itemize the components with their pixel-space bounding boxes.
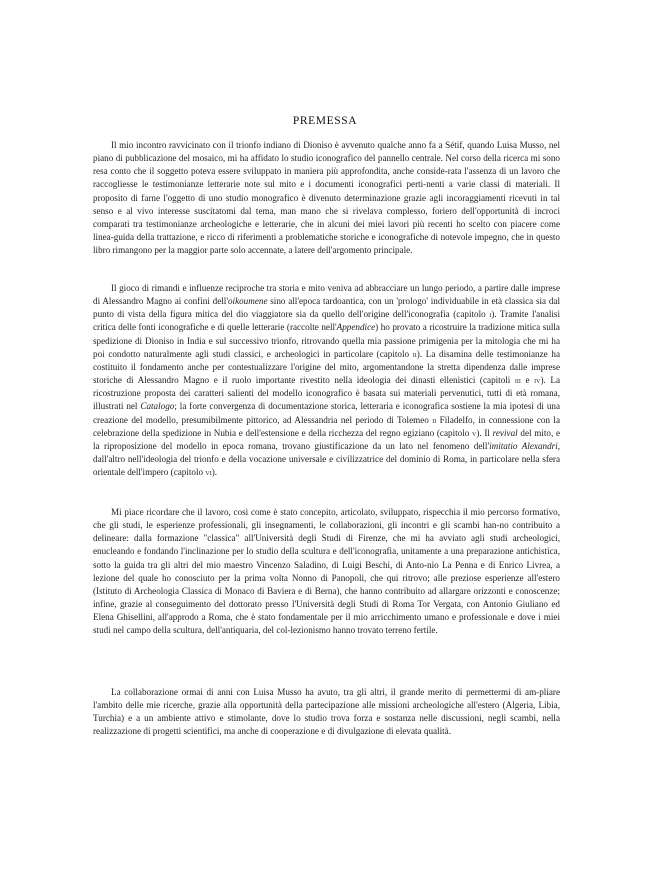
paragraph xyxy=(93,506,560,638)
roman-numeral: i xyxy=(489,309,492,320)
text-run: Il mio incontro ravvicinato con il trionfo indiano di Dioniso è avvenuto qualche anno fa a Sétif, quando Luisa Musso, nel piano di pubblicazione del mosaico, mi ha affidato lo studio iconografico del pannello centrale. Nel corso della ricerca mi sono resa conto che il soggetto poteva essere sviluppato in maniera più approfondita, anche conside-rata l'assenza di un lavoro che raccogliesse le testimonianze letterarie note sul mito e i documenti iconografici perti-nenti a varie classi di materiali. Il proposito di farne l'oggetto di uno studio monografico è divenuto determinazione grazie agli incoraggiamenti ricevuti in tal senso e al vivo interesse suscitatomi dal tema, man mano che si rivelava complesso, foriero dell'opportunità di incroci comparati tra testimonianze archeologiche e letterarie, che in alcuni dei miei lavori più recenti ho scelto con piacere come linea-guida della trattazione, e ricco di riferimenti a problematiche storiche e iconografiche di notevole impegno, che in questo libro rimangono per la maggior parte solo accennate, a latere dell'argomento principale. xyxy=(93,140,560,256)
text-run: ; la forte convergenza di documentazione storica, letteraria e iconografica sostiene la mia ipotesi di una creazione del modello, presumibilmente pittorico, ad Alessandria nel periodo di Tolemeo xyxy=(93,401,561,425)
text-run: La collaborazione ormai di anni con Luisa Musso ha avuto, tra gli altri, il grande merito di permettermi di am-pliare l'ambito delle mie ricerche, grazie alla opportunità della partecipazione alle missioni archeologiche all'estero (Algeria, Libia, Turchia) e a un ambiente attivo e stimolante, dove lo studio trova forza e sostanza nelle discussioni, negli scambi, nella realizzazione di progetti scientifici, ma anche di cooperazione e di divulgazione di elevata qualità. xyxy=(93,687,560,737)
roman-numeral: iv xyxy=(534,375,541,386)
text-run: Mi piace ricordare che il lavoro, così come è stato concepito, articolato, sviluppato, rispecchia il mio percorso formativo, che gli studi, le esperienze professionali, gli insegnamenti, le collaborazioni, gli incontri e gli scambi han-no contribuito a delineare: dalla formazione "classica" all'Università degli Studi di Firenze, che mi ha avviato agli studi archeologici, enucleando e fondando l'inclinazione per lo studio della scultura e dell'iconografia, unitamente a una preparazione antichistica, sotto la guida tra gli altri del mio maestro Vincenzo Saladino, di Luigi Beschi, di Anto-nio La Penna e di Enrico Livrea, a lezione del quale ho conosciuto per la prima volta Nonno di Panopoli, che qui ritrovo; alle preziose esperienze all'estero (Istituto di Archeologia Classica di Monaco di Baviera e di Berna), che hanno contribuito ad allargare orizzonti e conoscenze; infine, grazie al conseguimento del dottorato presso l'Università degli Studi di Roma Tor Vergata, con Antonio Giuliano ed Elena Ghisellini, all'approdo a Roma, che è stato fondamentale per il mio arricchimento umano e professionale e dove i miei studi nel campo della scultura, dell'antiquaria, del col-lezionismo hanno trovato terreno fertile. xyxy=(93,507,560,636)
text-run: ). Il xyxy=(476,427,493,438)
italic-term: Catalogo xyxy=(140,401,175,412)
roman-numeral: vi xyxy=(205,467,212,478)
roman-numeral: ii xyxy=(432,414,437,425)
text-run: sino all'epoca tardoantica, con un 'prologo' individuabile in età classica sia dal punto di vista della figura mitica del dio viaggiatore sia da quello dell'origine dell'iconografia (capitolo xyxy=(93,296,560,320)
text-run: Il gioco di rimandi e influenze reciproche tra storia e mito veniva ad abbracciare un lungo periodo, a partire dalle imprese di Alessandro Magno ai confini dell' xyxy=(93,283,560,307)
text-run: ). La ricostruzione proposta dei caratteri salienti del modello iconografico è basata sui materiali pervenutici, tutti di età romana, illustrati nel xyxy=(93,375,561,412)
text-run: , dall'altro nell'ideologia del trionfo e della vocazione universale e civilizzatrice del dominio di Roma, in particolare nella sfera orientale dell'impero (capitolo xyxy=(93,440,560,478)
paragraph xyxy=(93,139,560,257)
page-title: PREMESSA xyxy=(292,115,358,127)
paragraph xyxy=(93,686,560,739)
text-run: del mito, e la riproposizione del modello in epoca romana, trovano giustificazione da un lato nel fenomeno dell' xyxy=(93,427,560,451)
roman-numeral: ii xyxy=(412,348,417,359)
roman-numeral: iii xyxy=(514,375,521,386)
italic-term: oikoumene xyxy=(227,296,268,307)
text-run: ). xyxy=(211,467,218,478)
text-run: ). Tramite l'analisi critica delle fonti iconografiche e di quelle letterarie (raccolte nell' xyxy=(93,309,560,333)
text-run: ) ho provato a ricostruire la tradizione mitica sulla spedizione di Dioniso in India e sul successivo trionfo, ritrovando quella mia passione primigenia per la mitologia che mi ha poi condotto naturalmente agli studi classici, e archeologici in particolare (capitolo xyxy=(93,322,560,359)
italic-term: Appendice xyxy=(336,322,376,333)
italic-term: imitatio Alexandri xyxy=(489,440,558,451)
text-run: e xyxy=(520,375,535,386)
text-run: ). La disamina delle testimonianze ha costituito il fondamento anche per contestualizzare l'origine del mito, argomentandone la stretta dipendenza dalle imprese storiche di Alessandro Magno e il ruolo importante rivestito nella ideologia dei dinasti ellenistici (capitoli xyxy=(93,348,560,386)
italic-term: revival xyxy=(492,427,518,438)
text-run: Filadelfo, in connessione con la celebrazione della spedizione in Nubia e dell'estensione e della ricchezza del regno egiziano (capitolo xyxy=(93,414,561,438)
paragraph xyxy=(93,282,560,479)
roman-numeral: v xyxy=(472,427,477,438)
